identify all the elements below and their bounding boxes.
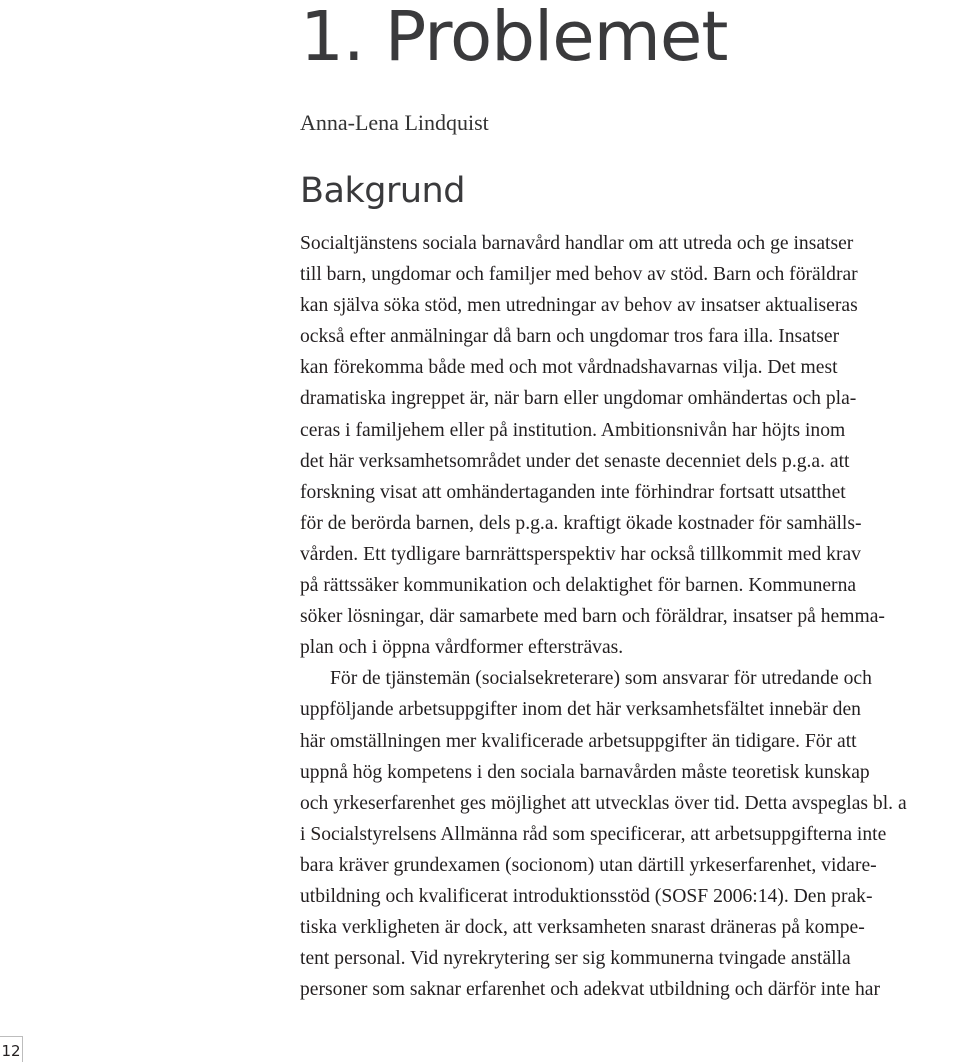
text-line: söker lösningar, där samarbete med barn och föräldrar, insatser på hemma- <box>300 606 885 628</box>
text-line: utbildning och kvalificerat introduktionsstöd (SOSF 2006:14). Den prak- <box>300 885 873 907</box>
text-line: här omställningen mer kvalificerade arbetsuppgifter än tidigare. För att <box>300 730 857 752</box>
text-line: tent personal. Vid nyrekrytering ser sig kommunerna tvingade anställa <box>300 948 851 970</box>
text-line: För de tjänstemän (socialsekreterare) som ansvarar för utredande och <box>330 668 872 690</box>
text-line: plan och i öppna vårdformer eftersträvas. <box>300 637 624 659</box>
text-line: och yrkeserfarenhet ges möjlighet att utvecklas över tid. Detta avspeglas bl. a <box>300 792 907 814</box>
body-text <box>300 228 960 1005</box>
text-line: bara kräver grundexamen (socionom) utan därtill yrkeserfarenhet, vidare- <box>300 854 877 876</box>
text-line: tiska verkligheten är dock, att verksamheten snarast dräneras på kompe- <box>300 917 865 939</box>
text-line: Socialtjänstens sociala barnavård handlar om att utreda och ge insatser <box>300 233 854 254</box>
section-heading: Bakgrund <box>300 171 465 211</box>
text-line: på rättssäker kommunikation och delaktighet för barnen. Kommunerna <box>300 575 857 597</box>
author-name: Anna-Lena Lindquist <box>300 110 489 135</box>
text-line: dramatiska ingreppet är, när barn eller ungdomar omhändertas och pla- <box>300 388 857 410</box>
text-line: för de berörda barnen, dels p.g.a. kraftigt ökade kostnader för samhälls- <box>300 512 862 534</box>
text-line: det här verksamhetsområdet under det senaste decenniet dels p.g.a. att <box>300 450 850 472</box>
paragraph <box>300 228 960 663</box>
text-line: till barn, ungdomar och familjer med behov av stöd. Barn och föräldrar <box>300 264 858 286</box>
text-line: vården. Ett tydligare barnrättsperspektiv har också tillkommit med krav <box>300 543 861 565</box>
text-line: kan förekomma både med och mot vårdnadshavarnas vilja. Det mest <box>300 357 838 379</box>
text-line: personer som saknar erfarenhet och adekvat utbildning och därför inte har <box>300 979 880 1001</box>
text-line: uppnå hög kompetens i den sociala barnavården måste teoretisk kunskap <box>300 761 870 783</box>
page-number-rule-vertical <box>22 1036 23 1062</box>
page-number: 12 <box>1 1042 21 1060</box>
text-line: kan själva söka stöd, men utredningar av behov av insatser aktualiseras <box>300 295 858 317</box>
text-line: forskning visat att omhändertaganden inte förhindrar fortsatt utsatthet <box>300 481 846 503</box>
text-line: uppföljande arbetsuppgifter inom det här verksamhetsfältet innebär den <box>300 699 861 721</box>
text-line: ceras i familjehem eller på institution. Ambitionsnivån har höjts inom <box>300 419 846 441</box>
paragraph <box>300 663 960 1005</box>
text-line: också efter anmälningar då barn och ungdomar tros fara illa. Insatser <box>300 326 840 348</box>
page-number-rule <box>0 1036 22 1037</box>
text-line: i Socialstyrelsens Allmänna råd som specificerar, att arbetsuppgifterna inte <box>300 823 887 845</box>
chapter-title: 1. Problemet <box>300 0 728 77</box>
